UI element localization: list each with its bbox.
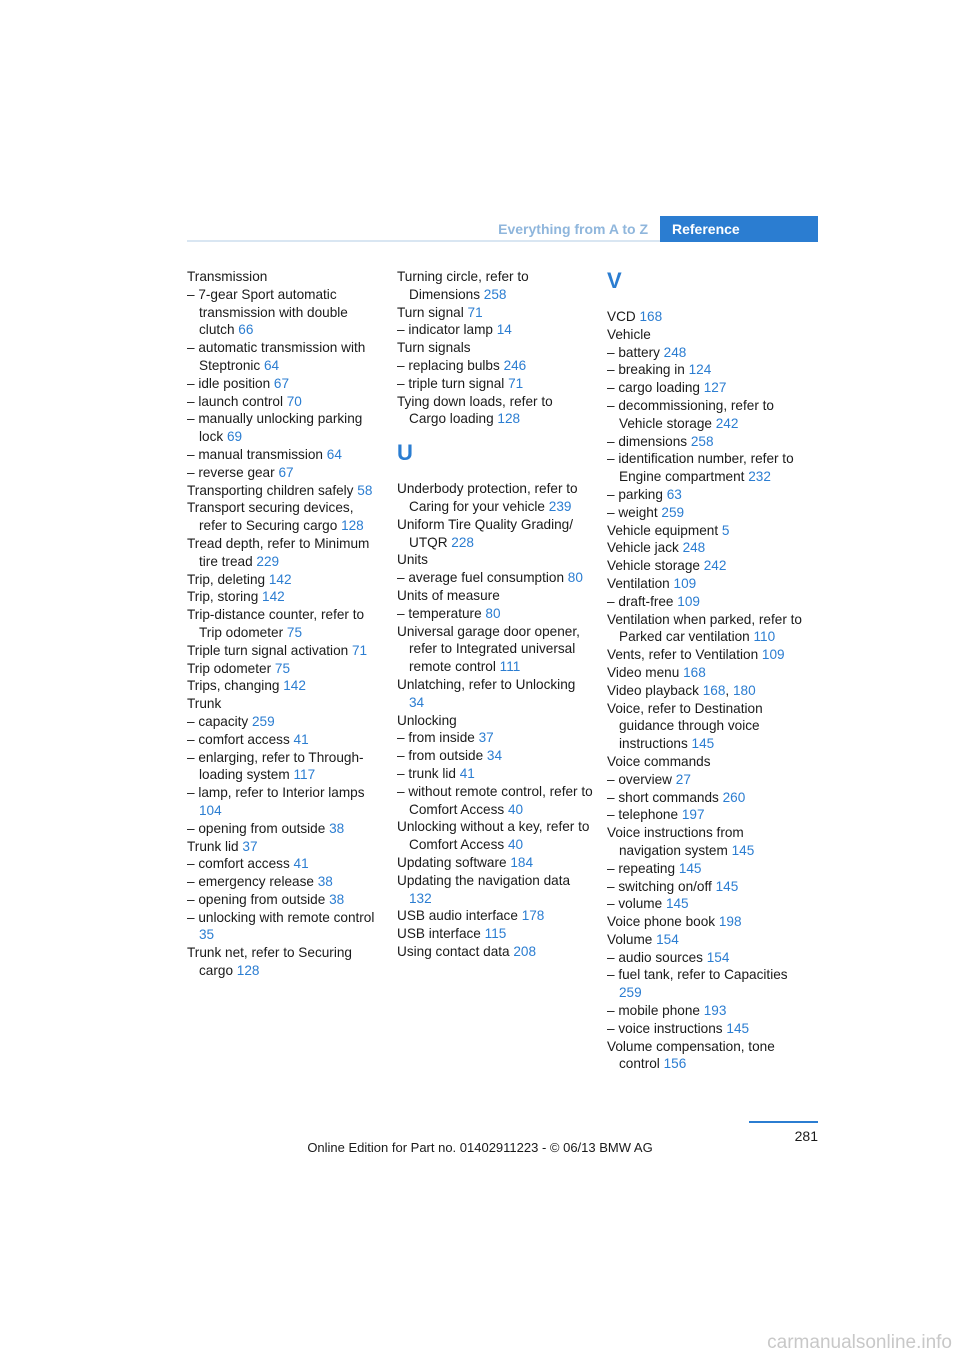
index-entry-text: – emergency release (187, 874, 318, 890)
index-letter-heading: U (397, 440, 413, 466)
index-entry (607, 913, 803, 931)
index-entry-text: Voice commands (607, 753, 711, 769)
index-entry-text: Ventilation (607, 575, 674, 591)
page-reference-link[interactable]: 193 (703, 1003, 727, 1019)
index-entry (187, 482, 383, 500)
page-reference-link[interactable]: 66 (238, 322, 254, 338)
index-entry-text: Units of measure (397, 587, 500, 603)
index-entry (397, 854, 593, 872)
index-entry (187, 268, 383, 286)
page-reference-link[interactable]: 184 (510, 854, 534, 870)
index-entry (397, 357, 593, 375)
page-reference-link[interactable]: 198 (718, 914, 742, 930)
index-entry (187, 838, 383, 856)
index-entry (397, 872, 593, 908)
index-entry (607, 593, 803, 611)
index-entry (607, 433, 803, 451)
index-entry (187, 393, 383, 411)
page-reference-link[interactable]: 35 (199, 927, 215, 943)
index-entry-text: Trips, changing (187, 678, 284, 694)
index-entry-text: Voice instructions from navigation system (607, 825, 744, 858)
index-entry (607, 806, 803, 824)
index-column-3 (607, 268, 803, 1073)
index-entry-text: Unlocking (397, 712, 457, 728)
index-entry (397, 729, 593, 747)
page-reference-link[interactable]: 37 (478, 730, 494, 746)
index-column-2 (397, 268, 593, 961)
index-entry-text: Turning circle, refer to Dimensions (397, 269, 529, 302)
index-entry-text: Trunk net, refer to Securing cargo (187, 945, 352, 979)
page-reference-link[interactable]: 38 (329, 820, 345, 836)
index-entry (607, 539, 803, 557)
index-entry-text: – lamp, refer to Interior lamps (187, 785, 365, 801)
index-entry (397, 623, 593, 676)
index-entry-text: – opening from outside (187, 891, 330, 907)
index-entry (187, 784, 383, 820)
page-reference-link[interactable]: 63 (666, 486, 682, 502)
index-entry-text: – telephone (607, 807, 682, 823)
index-entry-text: – indicator lamp (397, 322, 497, 338)
index-entry (607, 611, 803, 647)
index-entry (187, 446, 383, 464)
index-entry (607, 557, 803, 575)
index-entry-text: – triple turn signal (397, 375, 509, 391)
index-entry (607, 824, 803, 860)
index-entry (187, 944, 383, 980)
index-entry-text: – trunk lid (397, 765, 460, 781)
index-entry-text: – comfort access (187, 856, 294, 872)
index-entry (607, 450, 803, 486)
index-entry (397, 676, 593, 712)
index-entry-text: – battery (607, 344, 664, 360)
index-entry-text: Vents, refer to Ventilation (607, 647, 762, 663)
index-entry (607, 966, 803, 1002)
page-reference-link[interactable]: 229 (256, 553, 280, 569)
index-column-1 (187, 268, 383, 980)
index-entry (397, 375, 593, 393)
index-entry-text: – mobile phone (607, 1003, 704, 1019)
index-entry (607, 753, 803, 771)
index-entry-text: Tying down loads, refer to Cargo loading (397, 393, 553, 427)
index-entry (397, 943, 593, 961)
index-entry-text: USB interface (397, 926, 485, 942)
index-entry (397, 587, 593, 605)
page-reference-link[interactable]: 115 (484, 926, 507, 942)
page-reference-link[interactable]: 180 (732, 682, 756, 698)
watermark: carmanualsonline.info (767, 1332, 952, 1353)
page-separator: , (725, 682, 733, 698)
index-entry (187, 873, 383, 891)
index-entry-text: – fuel tank, refer to Capacities (607, 967, 788, 983)
page-reference-link[interactable]: 232 (748, 469, 771, 485)
index-entry-text: Turn signal (397, 304, 468, 320)
page-reference-link[interactable]: 70 (286, 393, 302, 409)
page-reference-link[interactable]: 64 (263, 357, 280, 373)
index-entry (397, 907, 593, 925)
index-entry-text: Triple turn signal activation (187, 642, 352, 658)
page-reference-link[interactable]: 67 (273, 375, 290, 391)
index-entry (397, 783, 593, 819)
index-entry (397, 321, 593, 339)
index-entry (187, 749, 383, 785)
index-entry-text: – 7-gear Sport automatic transmission with double clutch (187, 286, 348, 338)
index-entry-text: – short commands (607, 789, 723, 805)
page-reference-link[interactable]: 41 (459, 765, 475, 781)
page-reference-link[interactable]: 34 (409, 694, 425, 710)
index-entry-text: Video playback (607, 682, 703, 698)
page-reference-link[interactable]: 40 (507, 837, 524, 853)
index-entry (607, 575, 803, 593)
page-reference-link[interactable]: 117 (293, 767, 316, 783)
index-entry (187, 286, 383, 339)
index-entry-text: – dimensions (607, 433, 691, 449)
index-entry (397, 818, 593, 854)
index-entry-text: Vehicle storage (607, 558, 704, 574)
page-number: 281 (794, 1128, 818, 1144)
index-entry (607, 682, 803, 700)
index-entry (607, 771, 803, 789)
page-reference-link[interactable]: 27 (675, 771, 691, 787)
index-entry-text: – enlarging, refer to Through-loading system (187, 749, 364, 783)
index-entry (607, 326, 803, 344)
page-reference-link[interactable]: 154 (656, 931, 679, 947)
page-reference-link[interactable]: 258 (690, 433, 714, 449)
index-entry (187, 731, 383, 749)
page-reference-link[interactable]: 109 (761, 647, 785, 663)
index-entry-text: Using contact data (397, 943, 514, 959)
index-entry-text: – manual transmission (187, 446, 327, 462)
index-entry (397, 393, 593, 429)
page-reference-link[interactable]: 228 (451, 534, 474, 550)
index-entry (607, 486, 803, 504)
page-reference-link[interactable]: 142 (262, 589, 285, 605)
index-entry-text: – weight (607, 504, 662, 520)
page-reference-link[interactable]: 156 (663, 1056, 687, 1072)
page-reference-link[interactable]: 145 (678, 860, 702, 876)
index-entry-text: – from outside (397, 748, 487, 764)
index-entry-text: Transmission (187, 269, 268, 284)
page-reference-link[interactable]: 145 (691, 736, 715, 752)
index-entry-text: – decommissioning, refer to Vehicle storage (607, 397, 774, 431)
index-entry (187, 660, 383, 678)
page-reference-link[interactable]: 197 (681, 807, 705, 823)
page-reference-link[interactable]: 58 (357, 482, 373, 498)
page-reference-link[interactable]: 145 (726, 1020, 750, 1036)
page-reference-link[interactable]: 242 (703, 558, 727, 574)
index-entry (187, 464, 383, 482)
index-entry-text: – comfort access (187, 731, 294, 747)
index-entry-text: Ventilation when parked, refer to Parked car ventilation (607, 611, 802, 645)
index-entry (187, 339, 383, 375)
index-entry (607, 700, 803, 753)
page-reference-link[interactable]: 259 (251, 713, 275, 729)
index-entry-text: Updating software (397, 854, 511, 870)
index-entry-text: Volume (607, 931, 657, 947)
index-entry-text: – cargo loading (607, 380, 704, 396)
index-entry-text: – audio sources (607, 949, 707, 965)
index-entry (187, 855, 383, 873)
page-reference-link[interactable]: 128 (497, 411, 521, 427)
index-entry-text: – parking (607, 486, 667, 502)
header-section-title: Everything from A to Z (498, 221, 648, 237)
page-reference-link[interactable]: 242 (715, 415, 739, 431)
page-reference-link[interactable]: 41 (293, 731, 309, 747)
index-entry-text: – automatic transmission with Steptronic (187, 340, 366, 373)
index-entry-text: Vehicle equipment (607, 522, 722, 538)
index-entry-text: USB audio interface (397, 908, 522, 924)
index-entry-text: Unlatching, refer to Unlocking (397, 676, 576, 692)
index-entry (187, 375, 383, 393)
page-reference-link[interactable]: 71 (508, 375, 524, 391)
index-entry (187, 695, 383, 713)
index-entry (397, 925, 593, 943)
page-reference-link[interactable]: 41 (293, 856, 309, 872)
index-entry (607, 664, 803, 682)
page-reference-link[interactable]: 5 (721, 522, 730, 538)
page-reference-link[interactable]: 145 (665, 896, 689, 912)
index-entry (607, 1002, 803, 1020)
page-reference-link[interactable]: 75 (286, 624, 303, 640)
index-entry (607, 949, 803, 967)
index-entry-text: – repeating (607, 860, 679, 876)
index-entry-text: – overview (607, 771, 676, 787)
page-reference-link[interactable]: 128 (236, 963, 260, 979)
index-entry-text: – unlocking with remote control (187, 909, 375, 925)
page-reference-link[interactable]: 69 (226, 429, 243, 445)
index-entry (397, 480, 593, 516)
page-reference-link[interactable]: 67 (278, 464, 294, 480)
page-reference-link[interactable]: 71 (351, 642, 368, 658)
index-entry-text: – average fuel consumption (397, 570, 568, 586)
page-reference-link[interactable]: 80 (567, 570, 583, 586)
index-entry-text: – breaking in (607, 362, 689, 378)
page-reference-link[interactable]: 128 (341, 518, 364, 534)
index-entry-text: – replacing bulbs (397, 357, 504, 373)
index-entry (187, 677, 383, 695)
index-entry-text: Underbody protection, refer to Caring for your vehicle (397, 481, 578, 514)
page-reference-link[interactable]: 75 (274, 660, 291, 676)
page-reference-link[interactable]: 145 (715, 878, 739, 894)
page-reference-link[interactable]: 258 (483, 286, 507, 302)
index-entry (607, 379, 803, 397)
index-entry (187, 820, 383, 838)
index-entry-text: Uniform Tire Quality Grading/ UTQR (397, 516, 574, 550)
index-entry (187, 642, 383, 660)
index-entry (397, 765, 593, 783)
index-entry-text: Trip-distance counter, refer to Trip odometer (187, 607, 365, 640)
page-reference-link[interactable]: 109 (673, 575, 697, 591)
index-entry-text: – launch control (187, 393, 287, 409)
index-entry-text: – draft-free (607, 593, 678, 609)
index-entry (397, 712, 593, 730)
index-entry (187, 410, 383, 446)
page-reference-link[interactable]: 38 (329, 891, 345, 907)
page-reference-link[interactable]: 168 (702, 682, 726, 698)
page-reference-link[interactable]: 40 (507, 801, 524, 817)
index-entry (187, 713, 383, 731)
index-entry (187, 606, 383, 642)
page-reference-link[interactable]: 259 (661, 504, 685, 520)
page-reference-link[interactable]: 246 (503, 357, 527, 373)
edition-note: Online Edition for Part no. 01402911223 - © 06/13 BMW AG (307, 1140, 653, 1155)
page-reference-link[interactable]: 14 (496, 322, 512, 338)
index-entry (607, 522, 803, 540)
page-reference-link[interactable]: 64 (326, 446, 342, 462)
index-entry (607, 860, 803, 878)
index-entry-text: – without remote control, refer to Comfort Access (397, 783, 593, 817)
index-entry-text: – manually unlocking parking lock (187, 411, 363, 445)
index-entry-text: Video menu (607, 664, 684, 680)
page-reference-link[interactable]: 178 (521, 908, 545, 924)
index-entry-text: – from inside (397, 730, 479, 746)
index-entry-text: – temperature (397, 605, 486, 621)
index-entry (607, 931, 803, 949)
page-reference-link[interactable]: 168 (683, 664, 706, 680)
page-reference-link[interactable]: 111 (499, 659, 521, 675)
index-entry (607, 878, 803, 896)
page-reference-link[interactable]: 127 (703, 380, 727, 396)
index-entry-text: Tread depth, refer to Minimum tire tread (187, 535, 370, 569)
index-entry (607, 397, 803, 433)
index-entry-text: Trunk (187, 696, 222, 712)
index-entry (607, 504, 803, 522)
index-entry (607, 361, 803, 379)
index-entry (607, 646, 803, 664)
index-entry-text: Updating the navigation data (397, 872, 571, 888)
index-entry (607, 1020, 803, 1038)
page-reference-link[interactable]: 80 (485, 605, 501, 621)
page-reference-link[interactable]: 248 (663, 344, 687, 360)
index-entry (397, 268, 593, 304)
index-entry-text: Units (397, 552, 428, 568)
page-reference-link[interactable]: 142 (268, 571, 292, 587)
index-entry (607, 308, 803, 326)
index-entry (397, 569, 593, 587)
index-entry (397, 339, 593, 357)
index-entry-text: Trunk lid (187, 838, 243, 854)
index-entry (607, 344, 803, 362)
page-reference-link[interactable]: 142 (283, 678, 306, 694)
index-entry (397, 516, 593, 552)
index-entry-text: Transporting children safely (187, 482, 358, 498)
index-entry-text: – capacity (187, 713, 252, 729)
index-entry-text: Vehicle (607, 326, 651, 342)
page-reference-link[interactable]: 71 (467, 304, 483, 320)
header-tab-reference[interactable]: Reference (660, 216, 818, 242)
index-entry-text: Trip, storing (187, 589, 263, 605)
index-entry-text: Trip odometer (187, 660, 275, 676)
page-reference-link[interactable]: 154 (706, 949, 730, 965)
index-entry (187, 909, 383, 945)
index-entry-text: VCD (607, 309, 640, 324)
index-letter-heading: V (607, 268, 622, 293)
index-entry (187, 588, 383, 606)
footer-rule (749, 1121, 818, 1123)
index-entry (607, 1038, 803, 1074)
index-entry-text: – idle position (187, 375, 274, 391)
page-reference-link[interactable]: 34 (486, 748, 503, 764)
index-entry-text: – voice instructions (607, 1020, 727, 1036)
index-entry-text: Turn signals (397, 340, 471, 356)
page-reference-link[interactable]: 37 (242, 838, 258, 854)
index-entry-text: Volume compensation, tone control (607, 1038, 775, 1072)
index-entry-text: – identification number, refer to Engine compartment (607, 451, 794, 485)
index-entry-text: Universal garage door opener, refer to Integrated universal remote control (397, 623, 580, 675)
index-entry (187, 891, 383, 909)
index-entry-text: Trip, deleting (187, 571, 269, 587)
index-entry (397, 304, 593, 322)
page-reference-link[interactable]: 109 (677, 593, 700, 609)
index-entry (607, 895, 803, 913)
page-reference-link[interactable]: 110 (753, 629, 776, 645)
page-reference-link[interactable]: 104 (199, 802, 222, 818)
index-entry (397, 747, 593, 765)
index-entry-text: – volume (607, 896, 666, 912)
index-entry-text: – switching on/off (607, 878, 716, 894)
index-entry (397, 551, 593, 569)
page-reference-link[interactable]: 208 (513, 943, 537, 959)
page-reference-link[interactable]: 239 (548, 498, 572, 514)
index-entry (187, 499, 383, 535)
index-entry (607, 789, 803, 807)
page-reference-link[interactable]: 132 (409, 890, 432, 906)
page-reference-link[interactable]: 260 (722, 789, 746, 805)
index-entry (397, 605, 593, 623)
page-reference-link[interactable]: 259 (619, 985, 642, 1001)
index-entry (187, 535, 383, 571)
index-entry (187, 571, 383, 589)
index-entry-text: Unlocking without a key, refer to Comfort Access (397, 819, 590, 853)
index-entry-text: – reverse gear (187, 464, 279, 480)
page-reference-link[interactable]: 38 (317, 874, 333, 890)
index-entry-text: Voice phone book (607, 914, 719, 930)
index-entry-text: Voice, refer to Destination guidance through voice instructions (607, 700, 763, 752)
index-entry-text: – opening from outside (187, 820, 330, 836)
index-entry-text: Vehicle jack (607, 540, 683, 556)
page-reference-link[interactable]: 168 (639, 309, 663, 324)
page-reference-link[interactable]: 248 (682, 540, 706, 556)
page-reference-link[interactable]: 145 (731, 842, 755, 858)
index-entry-text: Transport securing devices, refer to Securing cargo (187, 500, 354, 534)
page-reference-link[interactable]: 124 (688, 362, 712, 378)
